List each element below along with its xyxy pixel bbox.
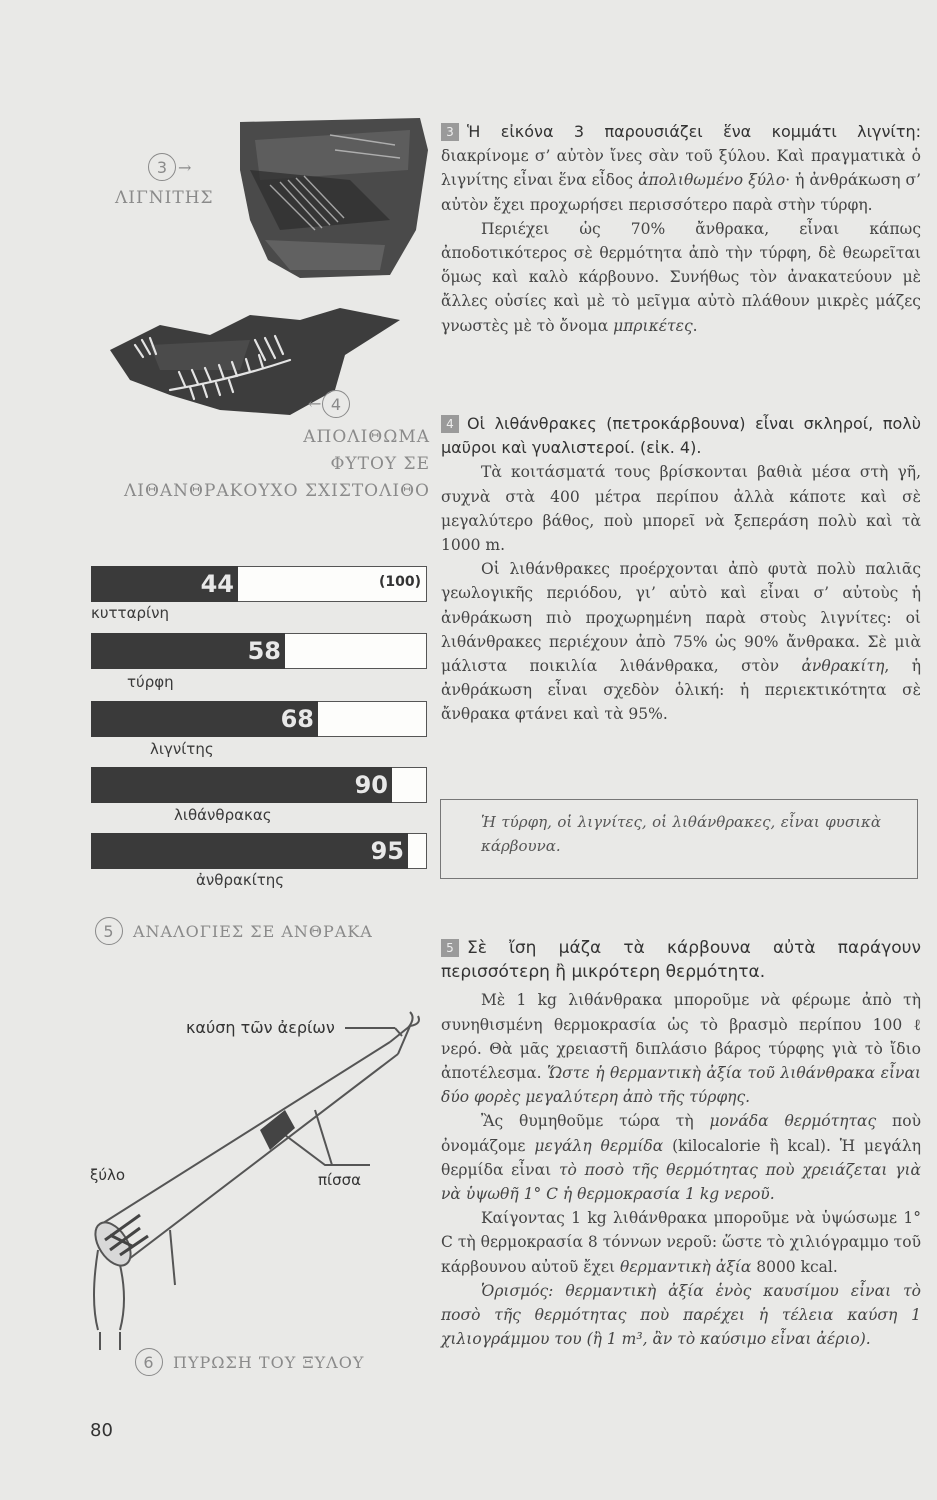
label-gas-combustion: καύση τῶν ἀερίων bbox=[186, 1018, 335, 1037]
section-5-head: Σὲ ἴση μάζα τὰ κάρβουνα αὐτὰ παράγουν περισσότερη ἢ μικρότερη θερμότητα. bbox=[441, 938, 921, 983]
section-5-p3a: Καίγοντας 1 kg λιθάνθρακα μποροῦμε νὰ ὑψώσωμε 1° C τὴ θερμοκρασία 8 τόννων νεροῦ: ὥστε τὸ χιλιόγραμμο τοῦ κάρβουνου αὐτοῦ ἔχει bbox=[441, 1209, 921, 1276]
bar-category-label: λιθάνθρακας bbox=[174, 806, 272, 824]
fossil-figure bbox=[90, 300, 435, 430]
section-5-p2-italic1: μονάδα θερμότητας bbox=[709, 1112, 877, 1131]
label-tar: πίσσα bbox=[318, 1171, 362, 1189]
bar-value-label: 90 bbox=[354, 771, 388, 799]
fig3-label-group bbox=[148, 153, 192, 181]
section-5-p1-italic: Ὥστε ἡ θερμαντικὴ ἀξία τοῦ λιθάνθρακα εἶναι δύο φορὲς μεγαλύτερη ἀπὸ τῆς τύρφης. bbox=[441, 1064, 922, 1107]
section-3-p1b: · ἡ ἀνθράκωση σ’ αὐτὸν ἔχει προχωρήσει περισσότερο παρὰ στὴν τύρφη. bbox=[441, 171, 922, 214]
bar-category-label: τύρφη bbox=[127, 673, 174, 691]
fig4-caption-line3: ΛΙΘΑΝΘΡΑΚΟΥΧΟ ΣΧΙΣΤΟΛΙΘΟ bbox=[123, 481, 430, 501]
definition-text: Ὁρισμός: θερμαντικὴ ἀξία ἑνὸς καυσίμου εἶναι τὸ ποσὸ τῆς θερμότητας ποὺ παρέχει ἡ τέλεια καύση 1 χιλιογράμμου του (ἢ 1 m³, ἂν τὸ καύσιμο εἶναι ἀέριο). bbox=[441, 1281, 921, 1349]
section-4-p2a: Οἱ λιθάνθρακες προέρχονται ἀπὸ φυτὰ πολὺ παλιᾶς γεωλογικῆς περιόδου, γι’ αὐτὸ καὶ εἶναι σ’ αὐτοὺς ἡ ἀνθράκωση πιὸ προχωρημένη παρὰ στοὺς λιγνίτες: οἱ λιθάνθρακες περιέχουν ἀπὸ 75% ὡς 90% ἄνθρακα. Σὲ μιὰ μάλιστα ποικιλία λιθάνθρακα, στὸν bbox=[441, 560, 921, 676]
bar-row bbox=[91, 566, 427, 602]
fig5-number: 5 bbox=[95, 917, 123, 945]
section-5-p2-italic2: μεγάλη θερμίδα bbox=[534, 1136, 664, 1155]
bar-row bbox=[91, 633, 427, 669]
section-3-p2b: . bbox=[692, 316, 698, 335]
note-text: Ἡ τύρφη, οἱ λιγνίτες, οἱ λιθάνθρακες, εἶναι φυσικὰ κάρβουνα. bbox=[481, 813, 881, 855]
section-5-p2c: (kilocalorie ἢ kcal). Ἡ μεγάλη θερμίδα εἶναι bbox=[441, 1136, 922, 1179]
section-marker: 3 bbox=[441, 123, 459, 141]
section-4-head: Οἱ λιθάνθρακες (πετροκάρβουνα) εἶναι σκληροί, πολὺ μαῦροι καὶ γυαλιστεροί. bbox=[441, 414, 921, 458]
fig4-number: 4 bbox=[322, 390, 350, 418]
section-5-p2a: Ἂς θυμηθοῦμε τώρα τὴ bbox=[481, 1112, 710, 1131]
fig4-caption-line2: ΦΥΤΟΥ ΣΕ bbox=[330, 454, 430, 474]
section-marker: 5 bbox=[441, 939, 459, 957]
label-wood: ξύλο bbox=[90, 1166, 126, 1184]
arrow-left-icon: ← bbox=[308, 394, 322, 413]
bar-category-label: λιγνίτης bbox=[150, 740, 214, 758]
fig5-caption: ΑΝΑΛΟΓΙΕΣ ΣΕ ΑΝΘΡΑΚΑ bbox=[133, 921, 373, 941]
section-4-ref: (εἰκ. 4). bbox=[634, 438, 702, 458]
section-3-p2-italic: μπρικέτες bbox=[613, 316, 693, 335]
section-5-p2-italic3: τὸ ποσὸ τῆς θερμότητας ποὺ χρειάζεται γιὰ νὰ ὑψωθῆ 1° C ἡ θερμοκρασία 1 kg νεροῦ. bbox=[441, 1160, 921, 1204]
section-5-p1a: Μὲ 1 kg λιθάνθρακα μποροῦμε νὰ φέρωμε ἀπὸ τὴ συνηθισμένη θερμοκρασία ὡς τὸ βρασμὸ περίπου 100 ℓ νερό. Θὰ μᾶς χρειαστῆ διπλάσιο βάρος τύρφης γιὰ τὸ ἴδιο ἀποτέλεσμα. bbox=[441, 991, 921, 1083]
fig4-caption-line1: ΑΠΟΛΙΘΩΜΑ bbox=[303, 427, 430, 447]
bar-row bbox=[91, 701, 427, 737]
section-4-p2-italic: ἀνθρακίτη bbox=[801, 657, 885, 676]
section-4 bbox=[441, 412, 921, 727]
bar-value-label: 58 bbox=[247, 637, 281, 665]
fig6-caption: ΠΥΡΩΣΗ ΤΟΥ ΞΥΛΟΥ bbox=[173, 1352, 365, 1372]
section-3-lead: Ἡ εἰκόνα 3 παρουσιάζει ἕνα κομμάτι λιγνίτη: bbox=[467, 122, 921, 141]
bar-row bbox=[91, 833, 427, 869]
section-5-p3-italic: θερμαντικὴ ἀξία bbox=[619, 1257, 752, 1276]
bar-category-label: κυτταρίνη bbox=[91, 604, 169, 622]
fossil-plant-image bbox=[90, 300, 435, 430]
section-5 bbox=[441, 936, 921, 1351]
section-4-p2b: , ἡ ἀνθράκωση εἶναι σχεδὸν ὁλική: ἡ περιεκτικότητα σὲ ἄνθρακα φτάνει καὶ τὰ 95%. bbox=[441, 657, 921, 724]
max-value: 100 bbox=[385, 574, 415, 590]
bar-max-label: (100) bbox=[378, 574, 421, 590]
fig3-number: 3 bbox=[148, 153, 176, 181]
fig3-caption: ΛΙΓΝΙΤΗΣ bbox=[115, 188, 214, 208]
section-5-p3b: 8000 kcal. bbox=[751, 1257, 838, 1276]
bar-value-label: 44 bbox=[200, 570, 234, 598]
fig4-caption bbox=[85, 424, 430, 505]
burning-wood-figure bbox=[80, 1010, 430, 1370]
section-3-p2a: Περιέχει ὡς 70% ἄνθρακα, εἶναι κάπως ἀποδοτικότερος σὲ θερμότητα ἀπὸ τὴν τύρφη, δὲ θεωρεῖται ὅμως καὶ καλὸ κάρβουνο. Συνήθως τὸν ἀνακατεύουν μὲ ἄλλες οὐσίες καὶ μὲ τὸ μεῖγμα αὐτὸ πλάθουν μικρὲς μάζες γνωστὲς μὲ τὸ ὄνομα bbox=[441, 219, 921, 335]
bar-row bbox=[91, 767, 427, 803]
section-marker: 4 bbox=[441, 415, 459, 433]
section-3-p1a: διακρίνομε σ’ αὐτὸν ἴνες σὰν τοῦ ξύλου. Καὶ πραγματικὰ ὁ λιγνίτης εἶναι ἕνα εἶδος bbox=[441, 147, 921, 190]
page-number: 80 bbox=[90, 1420, 113, 1441]
section-4-p1: Τὰ κοιτάσματά τους βρίσκονται βαθιὰ μέσα στὴ γῆ, συχνὰ στὰ 400 μέτρα περίπου ἀλλὰ κάποτε καὶ σὲ μεγαλύτερο βάθος, ποὺ μπορεῖ νὰ ξεπεράση πολὺ καὶ τὰ 1000 m. bbox=[441, 463, 921, 555]
note-box bbox=[440, 799, 918, 879]
bar-value-label: 68 bbox=[280, 705, 314, 733]
fig4-label-group bbox=[308, 390, 350, 418]
section-3 bbox=[441, 120, 921, 338]
fig5-caption-group bbox=[95, 917, 373, 945]
arrow-right-icon: → bbox=[178, 158, 192, 177]
section-3-p1-italic: ἀπολιθωμένο ξύλο bbox=[638, 171, 786, 190]
fig6-caption-group bbox=[135, 1348, 364, 1376]
bar-value-label: 95 bbox=[370, 837, 404, 865]
burning-wood-diagram bbox=[80, 1010, 430, 1370]
section-5-p2b: ποὺ ὀνομάζομε bbox=[441, 1112, 921, 1155]
fig6-number: 6 bbox=[135, 1348, 163, 1376]
bar-category-label: ἀνθρακίτης bbox=[196, 871, 285, 889]
